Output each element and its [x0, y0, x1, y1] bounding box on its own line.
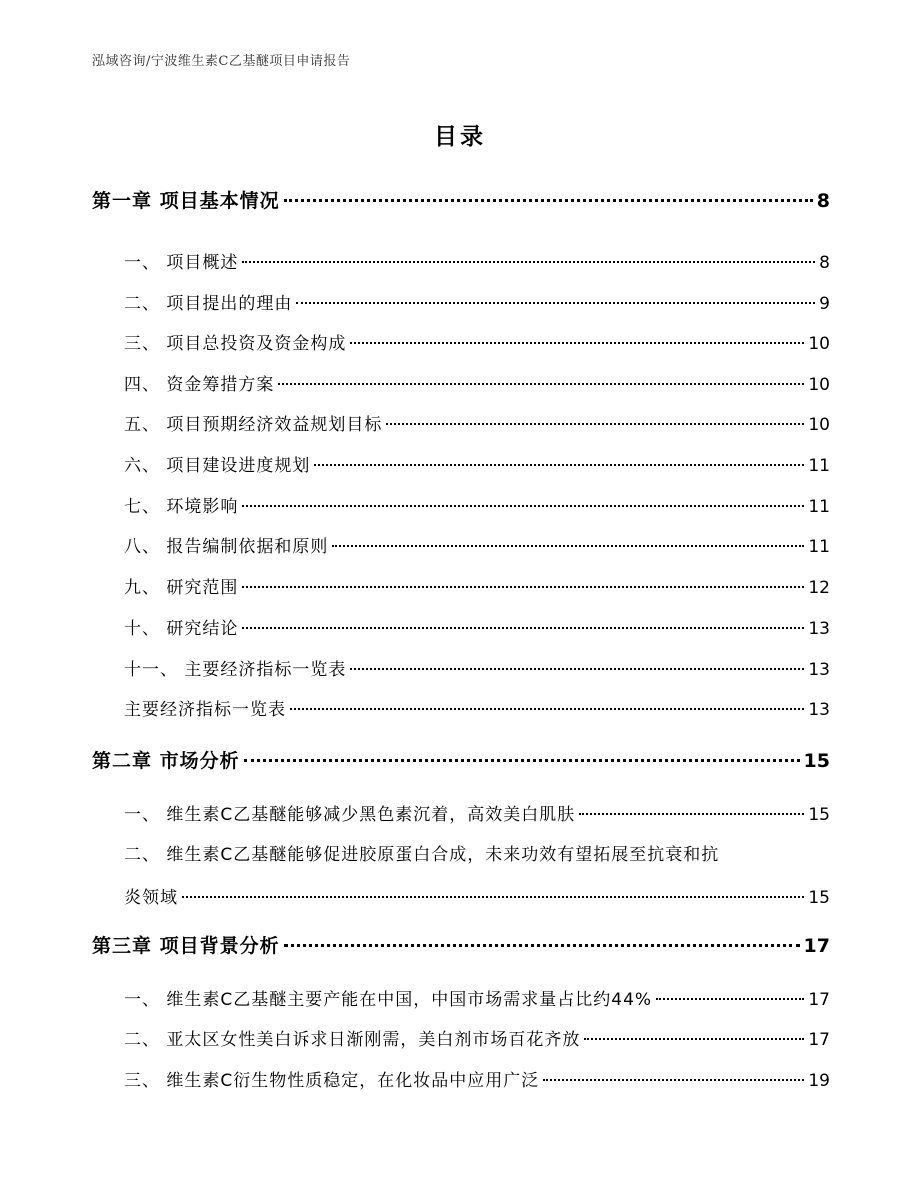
- toc-label: 十、 研究结论: [124, 619, 239, 639]
- toc-label: 二、 项目提出的理由: [124, 294, 293, 314]
- toc-page-number: 17: [808, 990, 830, 1010]
- dot-leader: [244, 759, 800, 762]
- toc-page-number: 11: [808, 537, 830, 557]
- dot-leader: [242, 505, 804, 507]
- dot-leader: [284, 944, 800, 947]
- dot-leader: [350, 342, 804, 344]
- toc-entry[interactable]: [92, 532, 830, 557]
- toc-entry[interactable]: [92, 655, 830, 680]
- page-title: 目录: [434, 124, 486, 150]
- toc-entry[interactable]: [92, 289, 830, 314]
- toc-page-number: 17: [808, 1030, 830, 1050]
- toc-page-number: 11: [808, 456, 830, 476]
- toc-entry[interactable]: [92, 614, 830, 639]
- dot-leader: [278, 383, 804, 385]
- toc-entry[interactable]: [92, 800, 830, 825]
- toc-label: 一、 维生素C乙基醚能够减少黑色素沉着，高效美白肌肤: [124, 805, 576, 825]
- toc-label: 一、 维生素C乙基醚主要产能在中国，中国市场需求量占比约44%: [124, 990, 653, 1010]
- toc-page-number: 15: [808, 888, 830, 908]
- toc-page-number: 13: [808, 700, 830, 720]
- toc-page-number: 19: [808, 1071, 830, 1091]
- toc-entry[interactable]: [92, 410, 830, 435]
- toc-entry[interactable]: [92, 451, 830, 476]
- running-header: 泓域咨询/宁波维生素C乙基醚项目申请报告: [92, 54, 351, 69]
- toc-label: 第三章 项目背景分析: [92, 935, 280, 957]
- toc-entry[interactable]: [92, 1025, 830, 1050]
- toc-entry[interactable]: [92, 1066, 830, 1091]
- toc-page-number: 15: [803, 750, 830, 772]
- toc-chapter-3[interactable]: [92, 931, 830, 958]
- dot-leader: [579, 813, 804, 815]
- toc-label: 第二章 市场分析: [92, 750, 240, 772]
- toc-label: 七、 环境影响: [124, 497, 239, 517]
- dot-leader: [296, 302, 815, 304]
- toc-label: 五、 项目预期经济效益规划目标: [124, 415, 383, 435]
- toc-entry-wrapped-line[interactable]: 二、 维生素C乙基醚能够促进胶原蛋白合成，未来功效有望拓展至抗衰和抗: [124, 845, 720, 865]
- toc-page-number: 10: [808, 415, 830, 435]
- dot-leader: [284, 199, 813, 202]
- dot-leader: [314, 464, 804, 466]
- toc-label: 第一章 项目基本情况: [92, 190, 280, 212]
- toc-label: 十一、 主要经济指标一览表: [124, 660, 347, 680]
- dot-leader: [182, 896, 804, 898]
- toc-page-number: 12: [808, 578, 830, 598]
- toc-page-number: 17: [803, 935, 830, 957]
- toc-entry[interactable]: [92, 695, 830, 720]
- toc-entry[interactable]: [92, 492, 830, 517]
- toc-page-number: 8: [816, 190, 830, 212]
- toc-entry[interactable]: [92, 573, 830, 598]
- dot-leader: [332, 545, 804, 547]
- toc-label: 炎领域: [124, 888, 178, 908]
- toc-page-number: 9: [819, 294, 830, 314]
- toc-entry[interactable]: [92, 329, 830, 354]
- toc-label: 主要经济指标一览表: [124, 700, 286, 720]
- dot-leader: [543, 1079, 804, 1081]
- toc-entry[interactable]: [92, 370, 830, 395]
- toc-entry[interactable]: [92, 883, 830, 908]
- dot-leader: [290, 708, 804, 710]
- toc-chapter-1[interactable]: [92, 186, 830, 213]
- toc-page-number: 13: [808, 660, 830, 680]
- toc-label: 九、 研究范围: [124, 578, 239, 598]
- toc-label: 一、 项目概述: [124, 253, 239, 273]
- dot-leader: [242, 261, 815, 263]
- toc-label: 四、 资金筹措方案: [124, 375, 275, 395]
- toc-page-number: 13: [808, 619, 830, 639]
- toc-label: 六、 项目建设进度规划: [124, 456, 311, 476]
- toc-page-number: 10: [808, 334, 830, 354]
- dot-leader: [242, 627, 804, 629]
- toc-label: 八、 报告编制依据和原则: [124, 537, 329, 557]
- toc-page-number: 8: [819, 253, 830, 273]
- toc-chapter-2[interactable]: [92, 746, 830, 773]
- toc-label: 二、 亚太区女性美白诉求日渐刚需，美白剂市场百花齐放: [124, 1030, 581, 1050]
- dot-leader: [350, 668, 804, 670]
- toc-entry[interactable]: [92, 985, 830, 1010]
- toc-page-number: 10: [808, 375, 830, 395]
- toc-page-number: 15: [808, 805, 830, 825]
- toc-entry[interactable]: [92, 248, 830, 273]
- dot-leader: [656, 998, 804, 1000]
- dot-leader: [242, 586, 804, 588]
- dot-leader: [386, 423, 804, 425]
- toc-label: 三、 项目总投资及资金构成: [124, 334, 347, 354]
- toc-label: 三、 维生素C衍生物性质稳定，在化妆品中应用广泛: [124, 1071, 540, 1091]
- dot-leader: [584, 1038, 804, 1040]
- toc-page-number: 11: [808, 497, 830, 517]
